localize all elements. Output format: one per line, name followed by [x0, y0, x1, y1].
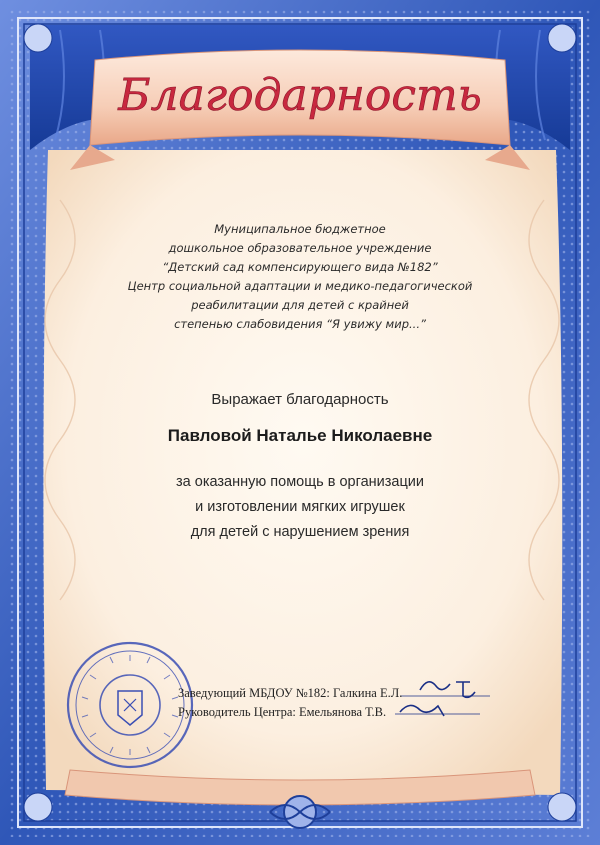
title-graphic: [0, 0, 600, 160]
certificate-title: Благодарность: [118, 70, 482, 121]
organization-block: [0, 220, 600, 334]
organization-line: степенью слабовидения “Я увижу мир...”: [174, 317, 426, 331]
reason-line: для детей с нарушением зрения: [190, 524, 410, 540]
organization-line: реабилитации для детей с крайней: [191, 298, 409, 312]
organization-line: Центр социальной адаптации и медико-педагогической: [127, 279, 473, 293]
signature-head: Заведующий МБДОУ №182: Галкина Е.Л.: [178, 686, 403, 700]
organization-line: Муниципальное бюджетное: [214, 222, 386, 236]
reason-block: [0, 470, 600, 545]
reason-line: и изготовлении мягких игрушек: [195, 499, 405, 515]
organization-line: дошкольное образовательное учреждение: [168, 241, 432, 255]
expresses-gratitude: Выражает благодарность: [211, 391, 389, 408]
organization-line: “Детский сад компенсирующего вида №182”: [162, 260, 438, 274]
reason-line: за оказанную помощь в организации: [176, 474, 424, 490]
signature-center-head: Руководитель Центра: Емельянова Т.В.: [178, 705, 387, 719]
recipient-name: Павловой Наталье Николаевне: [167, 426, 433, 445]
